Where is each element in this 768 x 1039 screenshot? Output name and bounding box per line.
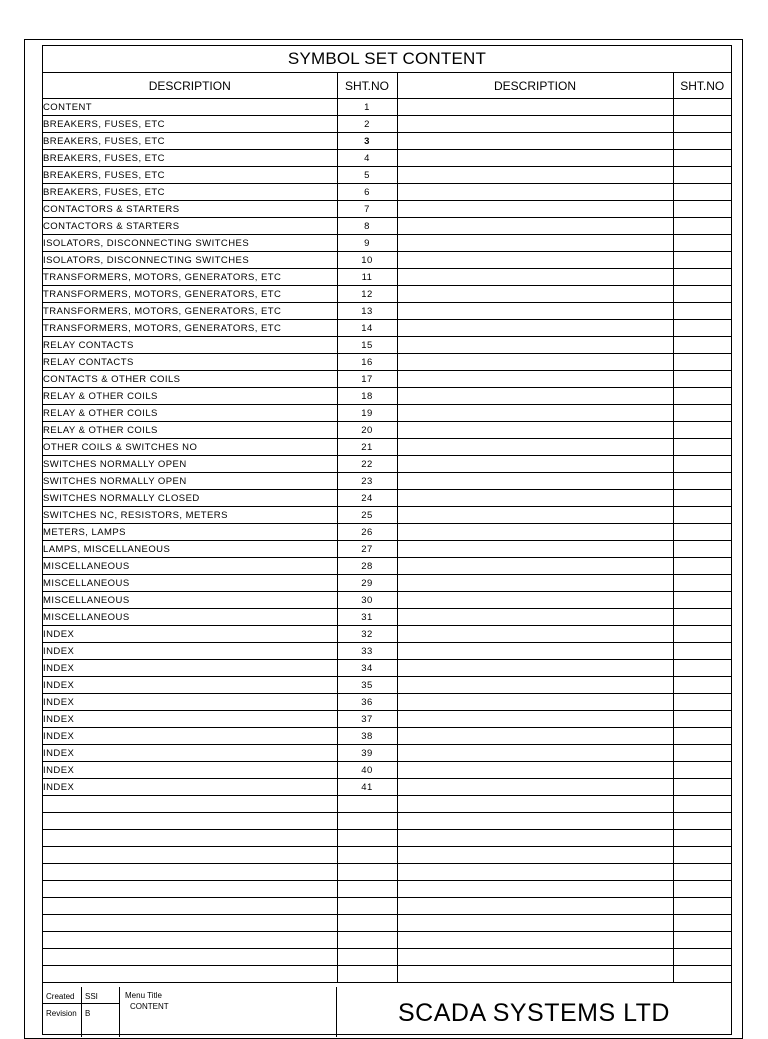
row-sheet-number: 29 [337, 575, 397, 592]
column-header-description-right: DESCRIPTION [397, 73, 673, 99]
row-sheet-number-right [673, 235, 731, 252]
row-description-right [397, 252, 673, 269]
row-sheet-number-right [673, 354, 731, 371]
table-row [43, 286, 731, 303]
table-row [43, 830, 731, 847]
column-header-sheet-left: SHT.NO [337, 73, 397, 99]
row-description: RELAY CONTACTS [43, 354, 337, 371]
row-description-right [397, 337, 673, 354]
table-row [43, 320, 731, 337]
table-row [43, 966, 731, 983]
table-row [43, 371, 731, 388]
row-description-right [397, 626, 673, 643]
row-description-right [397, 541, 673, 558]
row-sheet-number: 2 [337, 116, 397, 133]
row-sheet-number [337, 847, 397, 864]
row-description-right [397, 609, 673, 626]
row-sheet-number-right [673, 966, 731, 983]
row-sheet-number: 15 [337, 337, 397, 354]
table-header-row [43, 73, 731, 99]
row-sheet-number: 35 [337, 677, 397, 694]
row-description: CONTACTORS & STARTERS [43, 218, 337, 235]
row-description-right [397, 150, 673, 167]
column-header-sheet-right: SHT.NO [673, 73, 731, 99]
row-description: SWITCHES NORMALLY OPEN [43, 473, 337, 490]
row-sheet-number: 8 [337, 218, 397, 235]
row-sheet-number: 23 [337, 473, 397, 490]
table-row [43, 116, 731, 133]
row-description-right [397, 269, 673, 286]
row-description: INDEX [43, 643, 337, 660]
row-description: CONTENT [43, 99, 337, 116]
row-sheet-number: 38 [337, 728, 397, 745]
row-description-right [397, 201, 673, 218]
row-sheet-number-right [673, 558, 731, 575]
row-sheet-number-right [673, 473, 731, 490]
row-description-right [397, 558, 673, 575]
row-description-right [397, 881, 673, 898]
row-sheet-number: 36 [337, 694, 397, 711]
column-header-description-left: DESCRIPTION [43, 73, 337, 99]
row-sheet-number-right [673, 609, 731, 626]
table-row [43, 847, 731, 864]
row-description [43, 813, 337, 830]
row-description-right [397, 711, 673, 728]
row-description: INDEX [43, 660, 337, 677]
table-row [43, 711, 731, 728]
row-description-right [397, 303, 673, 320]
table-row [43, 864, 731, 881]
row-description: TRANSFORMERS, MOTORS, GENERATORS, ETC [43, 320, 337, 337]
row-sheet-number-right [673, 286, 731, 303]
row-description: BREAKERS, FUSES, ETC [43, 167, 337, 184]
row-sheet-number: 41 [337, 779, 397, 796]
table-row [43, 269, 731, 286]
row-description [43, 966, 337, 983]
row-description-right [397, 898, 673, 915]
row-sheet-number-right [673, 881, 731, 898]
row-sheet-number-right [673, 201, 731, 218]
table-row [43, 796, 731, 813]
row-sheet-number: 33 [337, 643, 397, 660]
row-sheet-number-right [673, 541, 731, 558]
table-row [43, 626, 731, 643]
row-sheet-number-right [673, 303, 731, 320]
title-block [43, 987, 731, 1037]
row-description-right [397, 864, 673, 881]
table-row [43, 524, 731, 541]
table-row [43, 898, 731, 915]
row-sheet-number-right [673, 184, 731, 201]
row-sheet-number-right [673, 762, 731, 779]
table-row [43, 541, 731, 558]
row-description: OTHER COILS & SWITCHES NO [43, 439, 337, 456]
row-description [43, 898, 337, 915]
row-sheet-number-right [673, 422, 731, 439]
row-sheet-number: 31 [337, 609, 397, 626]
table-row [43, 881, 731, 898]
row-description: TRANSFORMERS, MOTORS, GENERATORS, ETC [43, 269, 337, 286]
revision-value: B [85, 1009, 91, 1018]
row-description-right [397, 592, 673, 609]
table-row [43, 609, 731, 626]
row-description-right [397, 966, 673, 983]
table-row [43, 252, 731, 269]
row-sheet-number [337, 830, 397, 847]
row-description [43, 830, 337, 847]
row-sheet-number: 3 [337, 133, 397, 150]
row-description [43, 881, 337, 898]
table-row [43, 575, 731, 592]
row-sheet-number [337, 813, 397, 830]
row-sheet-number-right [673, 524, 731, 541]
row-sheet-number: 32 [337, 626, 397, 643]
row-description: MISCELLANEOUS [43, 592, 337, 609]
revision-label: Revision [46, 1009, 77, 1018]
row-sheet-number: 27 [337, 541, 397, 558]
row-sheet-number-right [673, 592, 731, 609]
row-sheet-number-right [673, 932, 731, 949]
row-description-right [397, 473, 673, 490]
table-row [43, 745, 731, 762]
row-sheet-number-right [673, 439, 731, 456]
row-description [43, 915, 337, 932]
row-sheet-number-right [673, 405, 731, 422]
row-description-right [397, 796, 673, 813]
row-sheet-number-right [673, 167, 731, 184]
row-description: ISOLATORS, DISCONNECTING SWITCHES [43, 235, 337, 252]
row-sheet-number-right [673, 830, 731, 847]
row-sheet-number-right [673, 320, 731, 337]
row-sheet-number: 24 [337, 490, 397, 507]
row-description-right [397, 439, 673, 456]
row-sheet-number-right [673, 949, 731, 966]
row-description-right [397, 167, 673, 184]
table-row [43, 779, 731, 796]
row-description: CONTACTORS & STARTERS [43, 201, 337, 218]
row-description-right [397, 643, 673, 660]
row-description: BREAKERS, FUSES, ETC [43, 116, 337, 133]
row-description: SWITCHES NORMALLY CLOSED [43, 490, 337, 507]
table-row [43, 439, 731, 456]
row-sheet-number [337, 796, 397, 813]
row-sheet-number-right [673, 456, 731, 473]
row-sheet-number: 19 [337, 405, 397, 422]
row-description: INDEX [43, 779, 337, 796]
table-row [43, 643, 731, 660]
table-row [43, 201, 731, 218]
table-row [43, 422, 731, 439]
table-row [43, 133, 731, 150]
row-sheet-number-right [673, 150, 731, 167]
row-sheet-number: 6 [337, 184, 397, 201]
row-description [43, 796, 337, 813]
row-description: RELAY & OTHER COILS [43, 422, 337, 439]
row-sheet-number-right [673, 269, 731, 286]
row-description: CONTACTS & OTHER COILS [43, 371, 337, 388]
row-sheet-number-right [673, 915, 731, 932]
row-description-right [397, 388, 673, 405]
row-sheet-number-right [673, 371, 731, 388]
table-row [43, 592, 731, 609]
row-description-right [397, 456, 673, 473]
table-row [43, 694, 731, 711]
table-row [43, 303, 731, 320]
page-title: SYMBOL SET CONTENT [43, 46, 731, 73]
row-sheet-number-right [673, 779, 731, 796]
title-block-info [43, 987, 337, 1037]
row-description: TRANSFORMERS, MOTORS, GENERATORS, ETC [43, 286, 337, 303]
table-row [43, 218, 731, 235]
row-sheet-number-right [673, 252, 731, 269]
row-sheet-number: 18 [337, 388, 397, 405]
row-description-right [397, 762, 673, 779]
row-description: BREAKERS, FUSES, ETC [43, 184, 337, 201]
table-row [43, 490, 731, 507]
row-description [43, 847, 337, 864]
row-description: SWITCHES NC, RESISTORS, METERS [43, 507, 337, 524]
row-sheet-number: 9 [337, 235, 397, 252]
table-row [43, 405, 731, 422]
row-description-right [397, 235, 673, 252]
row-sheet-number-right [673, 337, 731, 354]
row-sheet-number [337, 898, 397, 915]
row-description: BREAKERS, FUSES, ETC [43, 133, 337, 150]
table-row [43, 167, 731, 184]
row-description: INDEX [43, 711, 337, 728]
row-sheet-number: 30 [337, 592, 397, 609]
row-description: BREAKERS, FUSES, ETC [43, 150, 337, 167]
row-sheet-number-right [673, 677, 731, 694]
row-description: TRANSFORMERS, MOTORS, GENERATORS, ETC [43, 303, 337, 320]
row-sheet-number: 16 [337, 354, 397, 371]
row-description-right [397, 320, 673, 337]
row-sheet-number: 5 [337, 167, 397, 184]
row-sheet-number-right [673, 575, 731, 592]
table-row [43, 456, 731, 473]
row-description-right [397, 490, 673, 507]
table-body [43, 99, 731, 983]
row-sheet-number [337, 881, 397, 898]
row-description: RELAY CONTACTS [43, 337, 337, 354]
row-description-right [397, 728, 673, 745]
row-sheet-number: 7 [337, 201, 397, 218]
created-value: SSI [85, 992, 98, 1001]
row-sheet-number: 14 [337, 320, 397, 337]
table-row [43, 337, 731, 354]
table-row [43, 99, 731, 116]
row-description [43, 949, 337, 966]
table-row [43, 813, 731, 830]
row-sheet-number: 22 [337, 456, 397, 473]
row-description-right [397, 184, 673, 201]
table-row [43, 388, 731, 405]
row-description: MISCELLANEOUS [43, 609, 337, 626]
row-description-right [397, 745, 673, 762]
row-description: INDEX [43, 677, 337, 694]
row-description: INDEX [43, 745, 337, 762]
row-sheet-number-right [673, 694, 731, 711]
row-description: RELAY & OTHER COILS [43, 405, 337, 422]
row-description [43, 864, 337, 881]
table-row [43, 762, 731, 779]
table-row [43, 354, 731, 371]
row-sheet-number-right [673, 490, 731, 507]
row-sheet-number: 10 [337, 252, 397, 269]
row-sheet-number: 1 [337, 99, 397, 116]
table-row [43, 507, 731, 524]
table-row [43, 949, 731, 966]
row-sheet-number: 39 [337, 745, 397, 762]
table-row [43, 558, 731, 575]
menu-title-label: Menu Title [125, 991, 162, 1000]
table-row [43, 473, 731, 490]
row-sheet-number: 11 [337, 269, 397, 286]
row-description-right [397, 422, 673, 439]
row-sheet-number-right [673, 796, 731, 813]
row-description-right [397, 133, 673, 150]
row-description-right [397, 694, 673, 711]
row-sheet-number [337, 864, 397, 881]
row-description [43, 932, 337, 949]
row-description: SWITCHES NORMALLY OPEN [43, 456, 337, 473]
row-description: RELAY & OTHER COILS [43, 388, 337, 405]
row-description-right [397, 677, 673, 694]
row-sheet-number-right [673, 898, 731, 915]
row-description-right [397, 507, 673, 524]
row-sheet-number [337, 915, 397, 932]
symbol-set-table [43, 73, 731, 983]
table-row [43, 728, 731, 745]
row-sheet-number-right [673, 745, 731, 762]
row-sheet-number: 40 [337, 762, 397, 779]
row-description: ISOLATORS, DISCONNECTING SWITCHES [43, 252, 337, 269]
table-row [43, 660, 731, 677]
row-sheet-number: 25 [337, 507, 397, 524]
row-description-right [397, 218, 673, 235]
company-name: SCADA SYSTEMS LTD [398, 999, 670, 1027]
row-description-right [397, 575, 673, 592]
content-table-frame [42, 45, 732, 1035]
row-sheet-number-right [673, 864, 731, 881]
row-sheet-number: 13 [337, 303, 397, 320]
row-sheet-number: 20 [337, 422, 397, 439]
row-description: INDEX [43, 762, 337, 779]
table-row [43, 915, 731, 932]
row-description: METERS, LAMPS [43, 524, 337, 541]
row-description-right [397, 830, 673, 847]
row-sheet-number-right [673, 116, 731, 133]
row-sheet-number-right [673, 643, 731, 660]
row-sheet-number [337, 932, 397, 949]
table-row [43, 677, 731, 694]
row-sheet-number: 34 [337, 660, 397, 677]
row-sheet-number-right [673, 507, 731, 524]
row-description: MISCELLANEOUS [43, 558, 337, 575]
table-row [43, 150, 731, 167]
row-description-right [397, 932, 673, 949]
row-sheet-number-right [673, 218, 731, 235]
row-description-right [397, 354, 673, 371]
row-sheet-number: 12 [337, 286, 397, 303]
row-sheet-number-right [673, 99, 731, 116]
row-sheet-number: 21 [337, 439, 397, 456]
row-description-right [397, 915, 673, 932]
row-description-right [397, 405, 673, 422]
row-description: INDEX [43, 694, 337, 711]
row-sheet-number-right [673, 626, 731, 643]
table-row [43, 184, 731, 201]
row-description-right [397, 116, 673, 133]
row-sheet-number [337, 966, 397, 983]
row-description-right [397, 847, 673, 864]
row-sheet-number-right [673, 728, 731, 745]
row-description-right [397, 286, 673, 303]
row-sheet-number: 26 [337, 524, 397, 541]
row-description-right [397, 371, 673, 388]
row-sheet-number-right [673, 660, 731, 677]
table-row [43, 235, 731, 252]
row-description-right [397, 524, 673, 541]
row-sheet-number-right [673, 133, 731, 150]
created-label: Created [46, 992, 75, 1001]
row-sheet-number-right [673, 813, 731, 830]
row-sheet-number-right [673, 711, 731, 728]
row-description-right [397, 99, 673, 116]
row-sheet-number [337, 949, 397, 966]
row-sheet-number: 4 [337, 150, 397, 167]
table-row [43, 932, 731, 949]
menu-title-value: CONTENT [130, 1002, 169, 1011]
row-sheet-number: 37 [337, 711, 397, 728]
row-sheet-number-right [673, 847, 731, 864]
row-description: MISCELLANEOUS [43, 575, 337, 592]
row-description-right [397, 949, 673, 966]
row-description: INDEX [43, 728, 337, 745]
row-description: LAMPS, MISCELLANEOUS [43, 541, 337, 558]
row-description: INDEX [43, 626, 337, 643]
row-description-right [397, 779, 673, 796]
row-sheet-number: 17 [337, 371, 397, 388]
row-description-right [397, 660, 673, 677]
row-sheet-number-right [673, 388, 731, 405]
row-sheet-number: 28 [337, 558, 397, 575]
row-description-right [397, 813, 673, 830]
